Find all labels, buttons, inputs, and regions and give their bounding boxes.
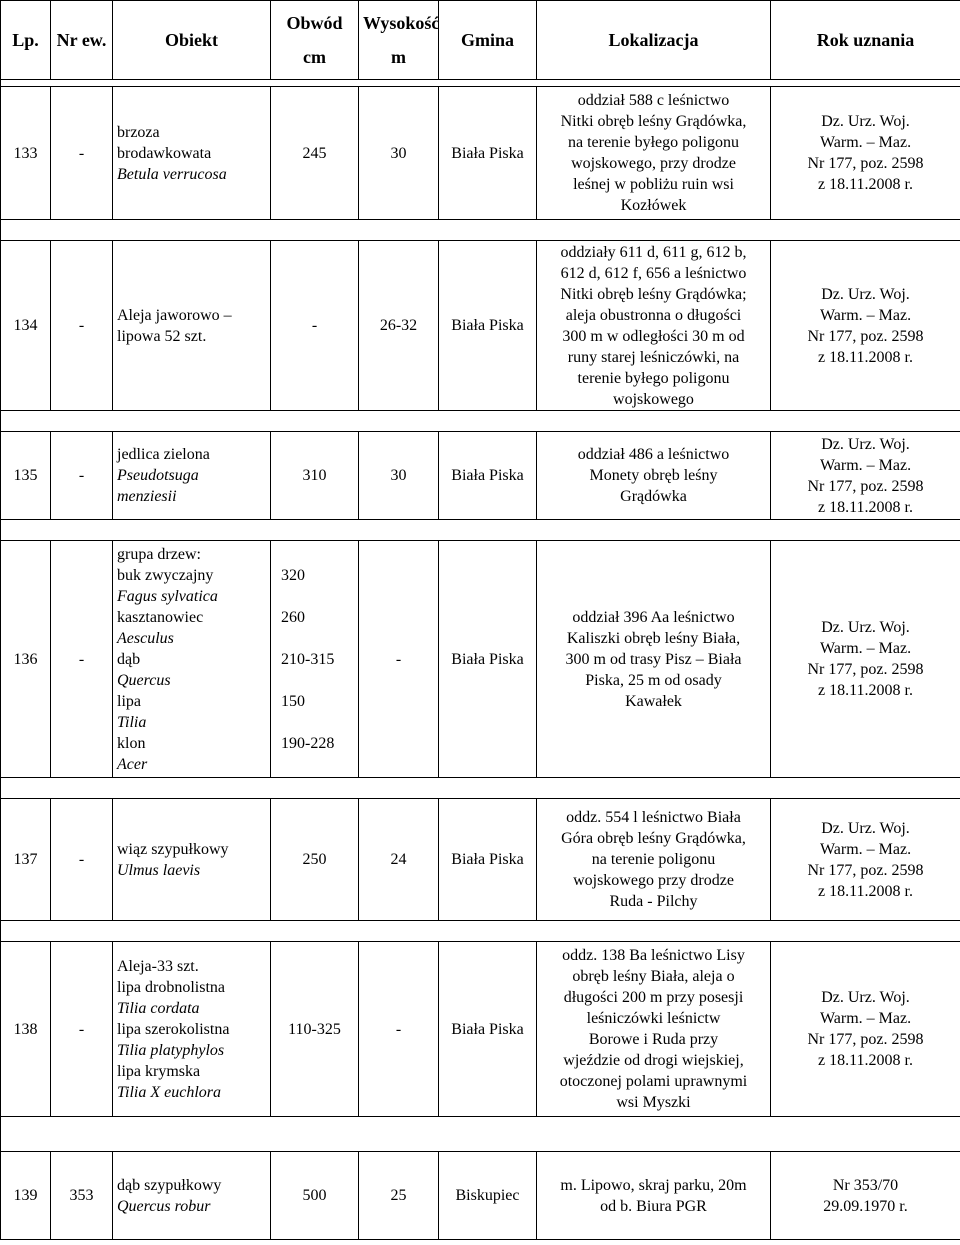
col-header-obiekt: Obiekt — [113, 1, 271, 80]
cell-gmina: Biała Piska — [439, 87, 537, 220]
cell-rok-uznania — [771, 241, 960, 411]
obiekt-latin-name: Tilia platyphylos — [117, 1041, 225, 1059]
cell-obiekt — [113, 87, 271, 220]
table-row — [1, 432, 960, 520]
lok-line: Grądówka — [620, 488, 687, 505]
obwod-value: 150 — [281, 692, 305, 710]
rok-line: z 18.11.2008 r. — [818, 882, 913, 900]
obwod-value: 190-228 — [281, 734, 335, 752]
obiekt-line: Aleja jaworowo – — [117, 306, 232, 324]
lok-line: oddział 588 c leśnictwo — [577, 92, 730, 109]
spacer-row — [1, 80, 960, 87]
lok-line: leśnej w pobliżu ruin wsi — [573, 176, 734, 193]
spacer-row — [1, 778, 960, 799]
cell-lokalizacja — [537, 87, 771, 220]
lok-line: długości 200 m przy posesji — [563, 989, 744, 1006]
col-header-lp: Lp. — [1, 1, 51, 80]
lok-line: oddz. 554 l leśnictwo Biała — [566, 809, 741, 826]
cell-gmina: Biała Piska — [439, 942, 537, 1117]
obwod-unit: cm — [303, 47, 326, 67]
rok-line: z 18.11.2008 r. — [818, 176, 913, 193]
lok-line: leśniczówki leśnictw — [586, 1010, 721, 1027]
cell-nr-ew: - — [51, 541, 113, 778]
cell-rok-uznania — [771, 541, 960, 778]
rok-line: Nr 353/70 — [832, 1176, 899, 1194]
cell-lokalizacja — [537, 799, 771, 921]
obiekt-line: lipa — [117, 692, 141, 710]
cell-obwod — [271, 541, 359, 778]
lok-line: Kozłówek — [620, 197, 687, 214]
cell-gmina: Biała Piska — [439, 799, 537, 921]
cell-obwod: - — [271, 241, 359, 411]
spacer-row — [1, 1117, 960, 1152]
cell-wysokosc: 30 — [359, 432, 439, 520]
obiekt-latin-name: Quercus — [117, 671, 171, 689]
wysokosc-label: Wysokość — [363, 13, 440, 33]
lok-line: Piska, 25 m od osady — [585, 671, 722, 689]
cell-lp: 133 — [1, 87, 51, 220]
cell-nr-ew: - — [51, 87, 113, 220]
obiekt-latin-name: Tilia — [117, 713, 147, 731]
cell-lp: 135 — [1, 432, 51, 520]
rok-line: Dz. Urz. Woj. — [821, 989, 910, 1006]
cell-nr-ew: - — [51, 432, 113, 520]
lok-line: oddział 486 a leśnictwo — [577, 446, 730, 463]
lok-line: wojskowego przy drodze — [573, 872, 734, 889]
rok-line: Nr 177, poz. 2598 — [807, 661, 924, 678]
rok-line: Dz. Urz. Woj. — [821, 113, 910, 130]
lok-line: terenie byłego poligonu — [577, 369, 730, 387]
obwod-value: 320 — [281, 566, 305, 584]
rok-line: Dz. Urz. Woj. — [821, 435, 910, 453]
cell-obiekt — [113, 241, 271, 411]
rok-line: Warm. – Maz. — [819, 306, 912, 324]
rok-line: Nr 177, poz. 2598 — [807, 327, 924, 345]
obiekt-latin-name: Acer — [117, 755, 148, 773]
obiekt-line: kasztanowiec — [117, 608, 204, 626]
lok-line: 612 d, 612 f, 656 a leśnictwo — [560, 264, 747, 282]
cell-obwod: 310 — [271, 432, 359, 520]
cell-rok-uznania — [771, 432, 960, 520]
cell-lp: 138 — [1, 942, 51, 1117]
lok-line: 300 m w odległości 30 m od — [562, 327, 745, 345]
lok-line: wsi Myszki — [616, 1094, 691, 1111]
col-header-wysokosc — [359, 1, 439, 80]
obiekt-latin-name: Betula verrucosa — [117, 165, 227, 183]
lok-line: Ruda - Pilchy — [609, 893, 698, 910]
obiekt-line: lipa krymska — [117, 1062, 201, 1080]
lok-line: runy starej leśniczówki, na — [567, 348, 740, 366]
table-row — [1, 942, 960, 1117]
obwod-value: 260 — [281, 608, 305, 626]
rok-line: Nr 177, poz. 2598 — [807, 155, 924, 172]
table-row — [1, 87, 960, 220]
obiekt-line: lipa drobnolistna — [117, 978, 225, 996]
cell-rok-uznania — [771, 799, 960, 921]
lok-line: 300 m od trasy Pisz – Biała — [565, 650, 742, 668]
obiekt-line: dąb szypułkowy — [117, 1176, 222, 1194]
cell-wysokosc: 25 — [359, 1152, 439, 1240]
col-header-rok-uznania: Rok uznania — [771, 1, 960, 80]
lok-line: otoczonej polami uprawnymi — [559, 1073, 748, 1090]
lok-line: wojskowego — [613, 390, 694, 408]
cell-wysokosc: 24 — [359, 799, 439, 921]
lok-line: aleja obustronna o długości — [565, 306, 742, 324]
rok-line: z 18.11.2008 r. — [818, 1052, 913, 1069]
lok-line: Kaliszki obręb leśny Biała, — [566, 629, 741, 647]
cell-gmina: Biskupiec — [439, 1152, 537, 1240]
cell-obiekt — [113, 432, 271, 520]
col-header-obwod — [271, 1, 359, 80]
col-header-gmina: Gmina — [439, 1, 537, 80]
cell-lokalizacja — [537, 432, 771, 520]
spacer-row — [1, 220, 960, 241]
cell-wysokosc: - — [359, 541, 439, 778]
cell-obwod: 500 — [271, 1152, 359, 1240]
obwod-value: 210-315 — [281, 650, 335, 668]
cell-obiekt — [113, 541, 271, 778]
spacer-row — [1, 921, 960, 942]
obiekt-line: brodawkowata — [117, 144, 212, 162]
table-row — [1, 541, 960, 778]
rok-line: Dz. Urz. Woj. — [821, 819, 910, 837]
cell-nr-ew: - — [51, 942, 113, 1117]
lok-line: Nitki obręb leśny Grądówka, — [560, 113, 747, 130]
rok-line: Warm. – Maz. — [819, 134, 912, 151]
obiekt-latin-name: Tilia X euchlora — [117, 1083, 221, 1101]
cell-obiekt — [113, 799, 271, 921]
cell-nr-ew: - — [51, 241, 113, 411]
rok-line: Nr 177, poz. 2598 — [807, 861, 924, 879]
col-header-lokalizacja: Lokalizacja — [537, 1, 771, 80]
table-row — [1, 799, 960, 921]
rok-line: Warm. – Maz. — [819, 1010, 912, 1027]
obiekt-latin-name: Ulmus laevis — [117, 861, 201, 879]
obiekt-latin-name: Quercus robur — [117, 1197, 211, 1215]
obiekt-latin-name: Fagus sylvatica — [117, 587, 218, 605]
rok-line: Nr 177, poz. 2598 — [807, 1031, 924, 1048]
cell-obiekt — [113, 1152, 271, 1240]
rok-line: z 18.11.2008 r. — [818, 348, 913, 366]
lok-line: oddz. 138 Ba leśnictwo Lisy — [562, 947, 745, 964]
lok-line: Monety obręb leśny — [589, 467, 718, 484]
cell-obwod: 110-325 — [271, 942, 359, 1117]
rok-line: z 18.11.2008 r. — [818, 498, 913, 516]
obiekt-latin-name: Aesculus — [117, 629, 174, 647]
cell-gmina: Biała Piska — [439, 432, 537, 520]
obiekt-latin-name: Tilia cordata — [117, 999, 200, 1017]
cell-obwod: 250 — [271, 799, 359, 921]
lok-line: Góra obręb leśny Grądówka, — [561, 830, 746, 847]
cell-wysokosc: 26-32 — [359, 241, 439, 411]
rok-line: Dz. Urz. Woj. — [821, 619, 910, 636]
cell-nr-ew: - — [51, 799, 113, 921]
rok-line: 29.09.1970 r. — [823, 1197, 908, 1215]
obiekt-line: jedlica zielona — [117, 446, 210, 463]
lok-line: od b. Biura PGR — [600, 1197, 707, 1215]
obiekt-line: Aleja-33 szt. — [117, 957, 199, 975]
obiekt-line: lipa szerokolistna — [117, 1020, 230, 1038]
cell-obiekt — [113, 942, 271, 1117]
cell-lp: 134 — [1, 241, 51, 411]
lok-line: Borowe i Ruda przy — [588, 1031, 719, 1048]
cell-nr-ew: 353 — [51, 1152, 113, 1240]
lok-line: oddziały 611 d, 611 g, 612 b, — [560, 243, 747, 261]
lok-line: m. Lipowo, skraj parku, 20m — [560, 1176, 747, 1194]
lok-line: oddział 396 Aa leśnictwo — [572, 608, 735, 626]
rok-line: Warm. – Maz. — [819, 456, 912, 474]
cell-lokalizacja — [537, 541, 771, 778]
cell-lp: 137 — [1, 799, 51, 921]
obiekt-line: wiąz szypułkowy — [117, 840, 229, 858]
obiekt-line: dąb — [117, 650, 141, 668]
spacer-row — [1, 411, 960, 432]
rok-line: Warm. – Maz. — [819, 840, 912, 858]
rok-line: z 18.11.2008 r. — [818, 682, 913, 699]
cell-obwod: 245 — [271, 87, 359, 220]
cell-lp: 139 — [1, 1152, 51, 1240]
obiekt-line: lipowa 52 szt. — [117, 327, 207, 345]
col-header-nr-ew: Nr ew. — [51, 1, 113, 80]
spacer-row — [1, 520, 960, 541]
lok-line: Nitki obręb leśny Grądówka; — [560, 285, 747, 303]
header-row — [1, 1, 960, 80]
obwod-label: Obwód — [286, 13, 343, 33]
obiekt-line: grupa drzew: — [117, 545, 201, 563]
lok-line: Kawałek — [625, 692, 682, 710]
wysokosc-unit: m — [391, 47, 406, 67]
cell-lokalizacja — [537, 241, 771, 411]
obiekt-latin-name: Pseudotsuga — [117, 467, 199, 484]
cell-lokalizacja — [537, 942, 771, 1117]
table-row — [1, 241, 960, 411]
rok-line: Warm. – Maz. — [819, 640, 912, 657]
cell-rok-uznania — [771, 942, 960, 1117]
obiekt-latin-name: menziesii — [117, 488, 177, 505]
cell-lokalizacja — [537, 1152, 771, 1240]
cell-gmina: Biała Piska — [439, 541, 537, 778]
lok-line: wojskowego, przy drodze — [571, 155, 736, 172]
rok-line: Dz. Urz. Woj. — [821, 285, 910, 303]
cell-wysokosc: 30 — [359, 87, 439, 220]
lok-line: na terenie poligonu — [591, 851, 716, 868]
obiekt-line: buk zwyczajny — [117, 566, 214, 584]
obiekt-line: klon — [117, 734, 146, 752]
lok-line: wjeździe od drogi wiejskiej, — [563, 1052, 744, 1069]
obiekt-line: brzoza — [117, 123, 160, 141]
table-row — [1, 1152, 960, 1240]
cell-lp: 136 — [1, 541, 51, 778]
lok-line: na terenie byłego poligonu — [567, 134, 740, 151]
rok-line: Nr 177, poz. 2598 — [807, 477, 924, 495]
lok-line: obręb leśny Biała, aleja o — [572, 968, 735, 985]
cell-rok-uznania — [771, 1152, 960, 1240]
cell-gmina: Biała Piska — [439, 241, 537, 411]
cell-wysokosc: - — [359, 942, 439, 1117]
cell-rok-uznania — [771, 87, 960, 220]
